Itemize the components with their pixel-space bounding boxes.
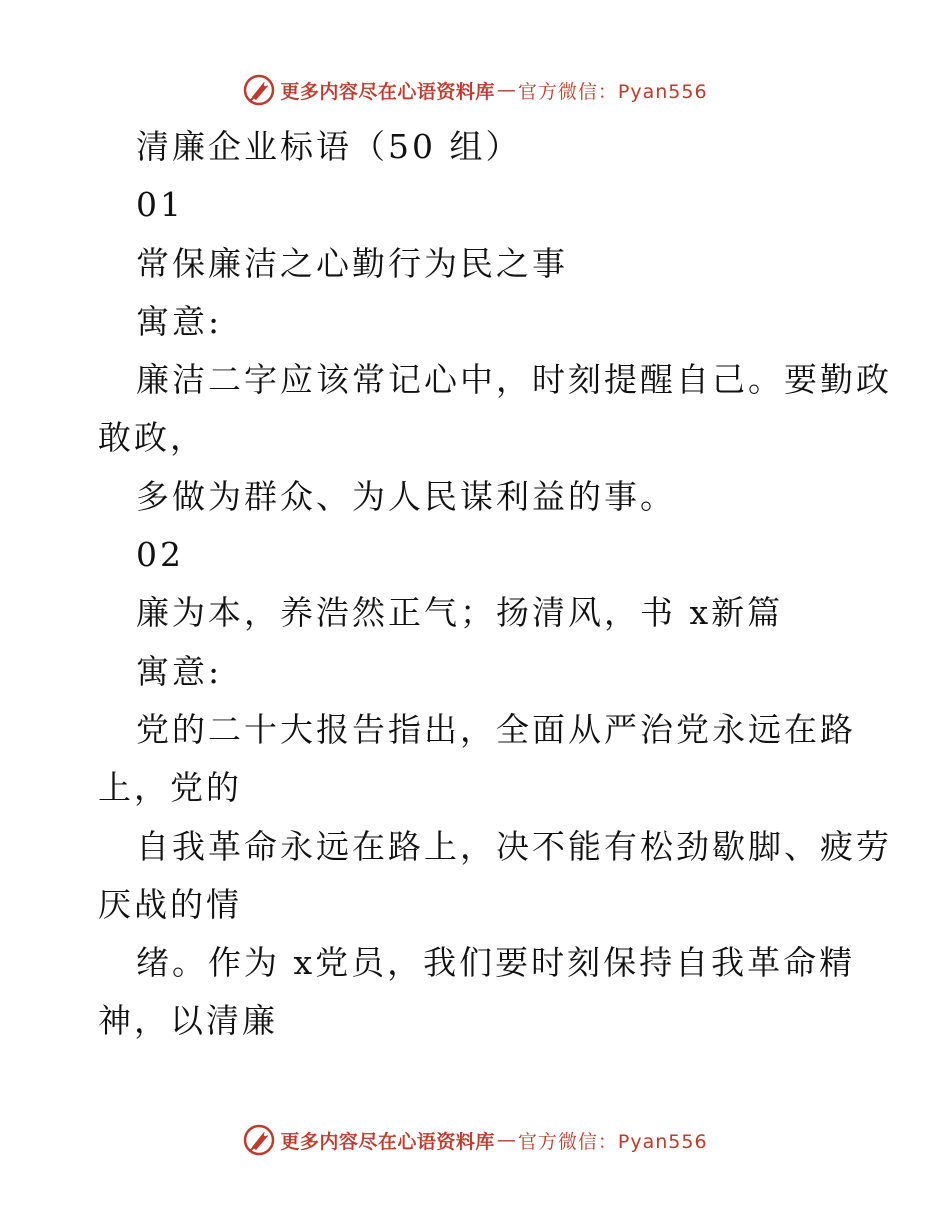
paragraph-line: 自我革命永远在路上，决不能有松劲歇脚、疲劳	[136, 826, 892, 866]
meaning-label: 寓意:	[136, 651, 223, 691]
watermark-separator: —	[496, 79, 516, 101]
watermark-brand: 更多内容尽在心语资料库	[280, 1130, 495, 1153]
paragraph-line: 厌战的情	[98, 884, 242, 924]
footer-watermark	[0, 1120, 950, 1160]
meaning-label: 寓意:	[136, 301, 223, 341]
watermark-brand: 更多内容尽在心语资料库	[280, 80, 495, 103]
watermark-contact: 官方微信：Pyan556	[517, 80, 708, 103]
paragraph-line: 廉洁二字应该常记心中，时刻提醒自己。要勤政	[136, 360, 892, 400]
slogan-text: 廉为本，养浩然正气；扬清风，书 x新篇	[136, 593, 784, 633]
paragraph-line: 多做为群众、为人民谋利益的事。	[136, 476, 676, 516]
paragraph-line: 上，党的	[98, 768, 242, 808]
section-number: 02	[136, 535, 184, 575]
watermark-contact: 官方微信：Pyan556	[517, 1130, 708, 1153]
paragraph-line: 绪。作为 x党员，我们要时刻保持自我革命精	[136, 943, 856, 983]
pen-nib-logo-icon	[242, 73, 276, 107]
pen-nib-logo-icon	[242, 1123, 276, 1157]
section-number: 01	[136, 185, 184, 225]
watermark-separator: —	[496, 1129, 516, 1151]
paragraph-line: 神，以清廉	[98, 1001, 278, 1041]
paragraph-line: 敢政，	[98, 418, 206, 458]
header-watermark	[0, 70, 950, 110]
paragraph-line: 党的二十大报告指出，全面从严治党永远在路	[136, 709, 856, 749]
slogan-text: 常保廉洁之心勤行为民之事	[136, 243, 568, 283]
document-title: 清廉企业标语（50 组）	[136, 127, 522, 166]
document-body	[98, 118, 892, 1051]
